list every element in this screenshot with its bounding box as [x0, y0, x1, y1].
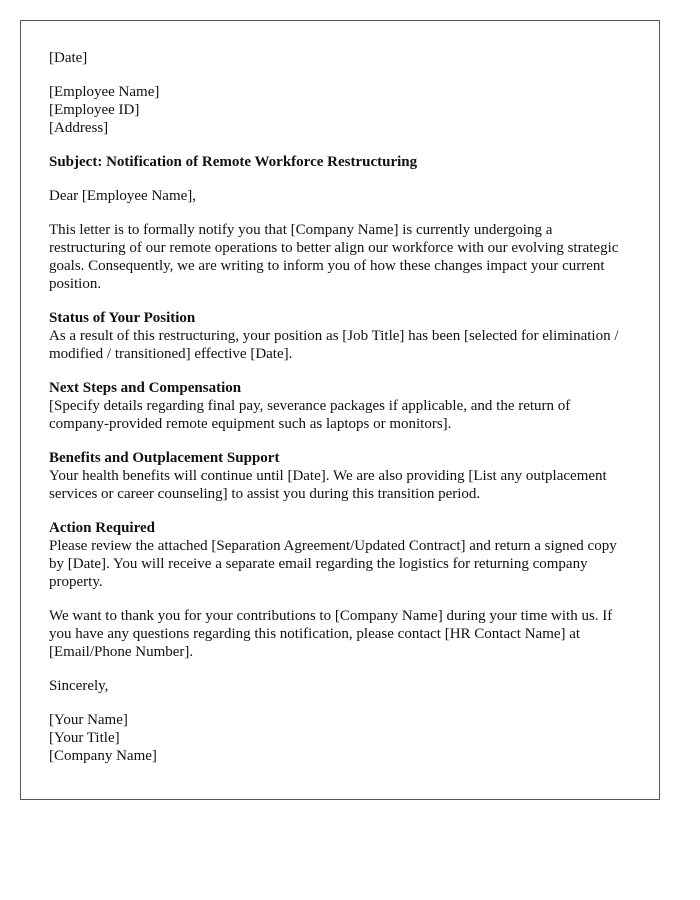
section-next-steps — [49, 379, 631, 433]
recipient-id: [Employee ID] — [49, 102, 140, 118]
sign-off: Sincerely, — [49, 678, 109, 694]
letter — [20, 20, 660, 800]
letter-date: [Date] — [49, 50, 88, 66]
section-heading: Benefits and Outplacement Support — [49, 450, 280, 466]
section-body: As a result of this restructuring, your position as [Job Title] has been [selected for elimination / modified / transitioned] effective [Date]. — [49, 328, 619, 362]
section-heading: Status of Your Position — [49, 310, 196, 326]
section-status — [49, 309, 631, 363]
sender-company: [Company Name] — [49, 748, 157, 764]
salutation: Dear [Employee Name], — [49, 188, 197, 204]
section-heading: Next Steps and Compensation — [49, 380, 242, 396]
section-heading: Action Required — [49, 520, 155, 536]
sender-block — [49, 711, 631, 765]
section-body: Please review the attached [Separation Agreement/Updated Contract] and return a signed copy by [Date]. You will receive a separate email regarding the logistics for returning company property. — [49, 538, 617, 590]
section-body: Your health benefits will continue until [Date]. We are also providing [List any outplacement services or career counseling] to assist you during this transition period. — [49, 468, 607, 502]
section-action-required — [49, 519, 631, 591]
section-benefits — [49, 449, 631, 503]
sender-title: [Your Title] — [49, 730, 120, 746]
recipient-block — [49, 83, 631, 137]
subject-line: Subject: Notification of Remote Workforce Restructuring — [49, 154, 418, 170]
recipient-address: [Address] — [49, 120, 109, 136]
closing-paragraph: We want to thank you for your contributions to [Company Name] during your time with us. If you have any questions regarding this notification, please contact [HR Contact Name] at [Email/Phone Number]. — [49, 608, 613, 660]
sender-name: [Your Name] — [49, 712, 128, 728]
section-body: [Specify details regarding final pay, severance packages if applicable, and the return of company-provided remote equipment such as laptops or monitors]. — [49, 398, 571, 432]
intro-paragraph: This letter is to formally notify you that [Company Name] is currently undergoing a restructuring of our remote operations to better align our workforce with our evolving strategic goals. Consequently, we are writing to inform you of how these changes impact your current position. — [49, 222, 619, 292]
date-block — [49, 49, 631, 67]
recipient-name: [Employee Name] — [49, 84, 160, 100]
